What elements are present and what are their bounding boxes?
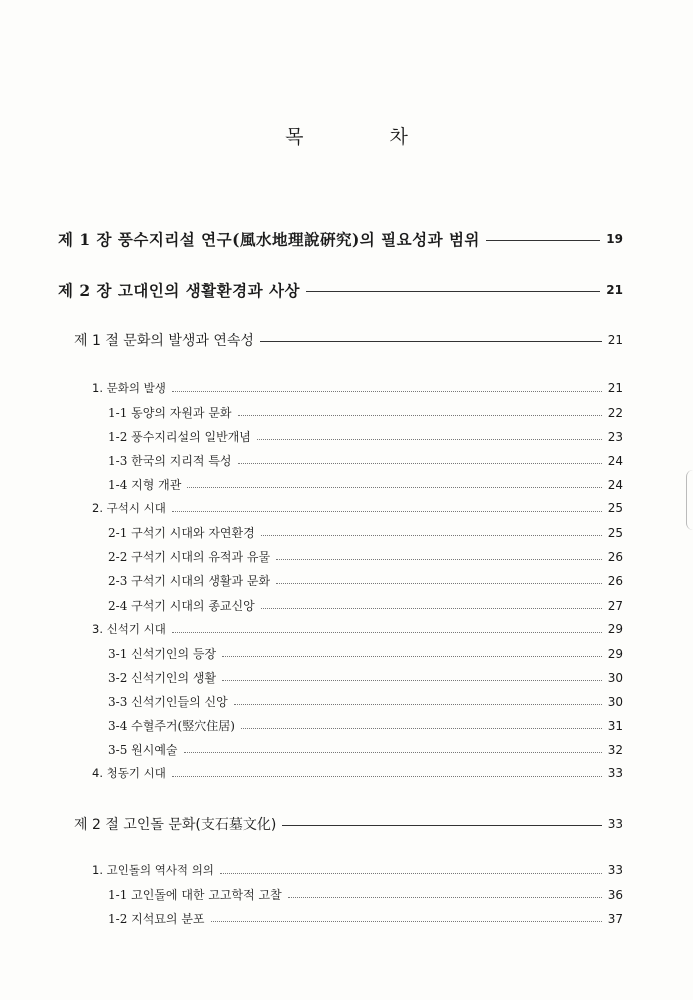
toc-leader-line [238, 415, 602, 416]
toc-entry-label: 3-2 신석기인의 생활 [108, 671, 217, 685]
toc-entry-label: 2-1 구석기 시대와 자연환경 [108, 526, 255, 540]
toc-entry-label: 제 2 절 고인돌 문화(支石墓文化) [74, 817, 277, 833]
toc-leader-line [172, 391, 602, 392]
toc-page-number: 21 [607, 381, 623, 395]
toc-leader-line [172, 632, 602, 633]
toc-page-number: 27 [607, 598, 623, 613]
toc-entry-label: 3-4 수혈주거(竪穴住居) [108, 719, 235, 733]
toc-entry-label: 2-4 구석기 시대의 종교신앙 [108, 599, 255, 613]
toc-leader-line [486, 240, 600, 241]
toc-entry [74, 330, 623, 350]
toc-page-number: 30 [607, 694, 623, 709]
toc-leader-line [276, 559, 602, 560]
toc-entry-label: 3-5 원시예술 [108, 743, 178, 757]
toc-entry [58, 279, 623, 301]
toc-page-number: 24 [607, 477, 623, 492]
toc-leader-line [282, 825, 601, 826]
toc-entry-label: 1-1 고인돌에 대한 고고학적 고찰 [108, 888, 282, 902]
toc-entry [108, 741, 623, 758]
toc-leader-line [172, 776, 602, 777]
toc-page-number: 31 [607, 718, 623, 733]
toc-page-number: 26 [607, 573, 623, 588]
toc-entry [108, 476, 623, 493]
toc-entry [92, 765, 623, 781]
toc-page-number: 32 [607, 742, 623, 757]
toc-entry [92, 380, 623, 396]
toc-entry [108, 597, 623, 614]
toc-entry [108, 693, 623, 710]
toc-leader-line [261, 608, 602, 609]
toc-page-number: 33 [607, 766, 623, 780]
toc-page-number: 37 [607, 911, 623, 926]
toc-entry-label: 2-2 구석기 시대의 유적과 유물 [108, 550, 271, 564]
toc-entry [92, 500, 623, 516]
toc-leader-line [220, 873, 602, 874]
toc-page-number: 29 [607, 646, 623, 661]
toc-leader-line [257, 439, 602, 440]
toc-leader-line [187, 487, 601, 488]
toc-entry-label: 3-1 신석기인의 등장 [108, 647, 217, 661]
toc-leader-line [222, 680, 602, 681]
toc-entry-label: 1-1 동양의 자원과 문화 [108, 406, 232, 420]
toc-entry-label: 1-3 한국의 지리적 특성 [108, 454, 232, 468]
toc-entry [108, 669, 623, 686]
toc-entry-label: 4. 청동기 시대 [92, 766, 166, 780]
toc-page-number: 30 [607, 670, 623, 685]
toc-entry-label: 제 1 장 풍수지리설 연구(風水地理說硏究)의 필요성과 범위 [58, 230, 480, 249]
toc-entry-label: 1-4 지형 개관 [108, 478, 182, 492]
toc-page-number: 29 [607, 622, 623, 636]
toc-page-number: 26 [607, 549, 623, 564]
toc-entry-label: 제 2 장 고대인의 생활환경과 사상 [58, 281, 300, 300]
toc-leader-line [172, 511, 602, 512]
toc-entry-label: 1. 문화의 발생 [92, 381, 166, 395]
toc-page-number: 25 [607, 501, 623, 515]
toc-entry-label: 3-3 신석기인들의 신앙 [108, 695, 228, 709]
toc-entry-label: 2. 구석시 시대 [92, 501, 166, 515]
toc-leader-line [288, 897, 602, 898]
toc-leader-line [211, 921, 602, 922]
toc-page-number: 22 [607, 405, 623, 420]
page-edge-mark [686, 470, 693, 530]
toc-page-number: 23 [607, 429, 623, 444]
toc-leader-line [234, 704, 602, 705]
toc-entry [108, 524, 623, 541]
toc-page-number: 33 [607, 863, 623, 877]
toc-entry [108, 717, 623, 734]
toc-page-number: 21 [606, 283, 623, 297]
toc-entry-label: 1-2 풍수지리설의 일반개념 [108, 430, 251, 444]
toc-page-number: 25 [607, 525, 623, 540]
toc-entry [108, 404, 623, 421]
toc-leader-line [241, 728, 602, 729]
toc-entry [108, 452, 623, 469]
toc-entry [108, 572, 623, 589]
toc-entry [108, 910, 623, 927]
toc-leader-line [261, 535, 602, 536]
toc-entry-label: 3. 신석기 시대 [92, 622, 166, 636]
toc-entry [58, 228, 623, 250]
toc-leader-line [306, 291, 600, 292]
toc-entry [108, 645, 623, 662]
toc-leader-line [260, 341, 602, 342]
toc-entry-label: 1-2 지석묘의 분포 [108, 912, 205, 926]
toc-entry-label: 제 1 절 문화의 발생과 연속성 [74, 333, 254, 349]
toc-leader-line [238, 463, 602, 464]
toc-page-number: 19 [606, 232, 623, 246]
toc-page-number: 21 [607, 333, 623, 347]
toc-entry-label: 2-3 구석기 시대의 생활과 문화 [108, 574, 271, 588]
toc-leader-line [184, 752, 602, 753]
page-title: 목 차 [285, 126, 448, 148]
toc-page-number: 33 [607, 817, 623, 831]
toc-entry [108, 428, 623, 445]
toc-leader-line [276, 583, 602, 584]
toc-entry [108, 548, 623, 565]
toc-entry [108, 886, 623, 903]
toc-leader-line [222, 656, 602, 657]
toc-page-number: 36 [607, 887, 623, 902]
toc-entry-label: 1. 고인돌의 역사적 의의 [92, 863, 214, 877]
toc-page-number: 24 [607, 453, 623, 468]
toc-entry [92, 621, 623, 637]
toc-entry [92, 862, 623, 878]
toc-entry [74, 814, 623, 834]
